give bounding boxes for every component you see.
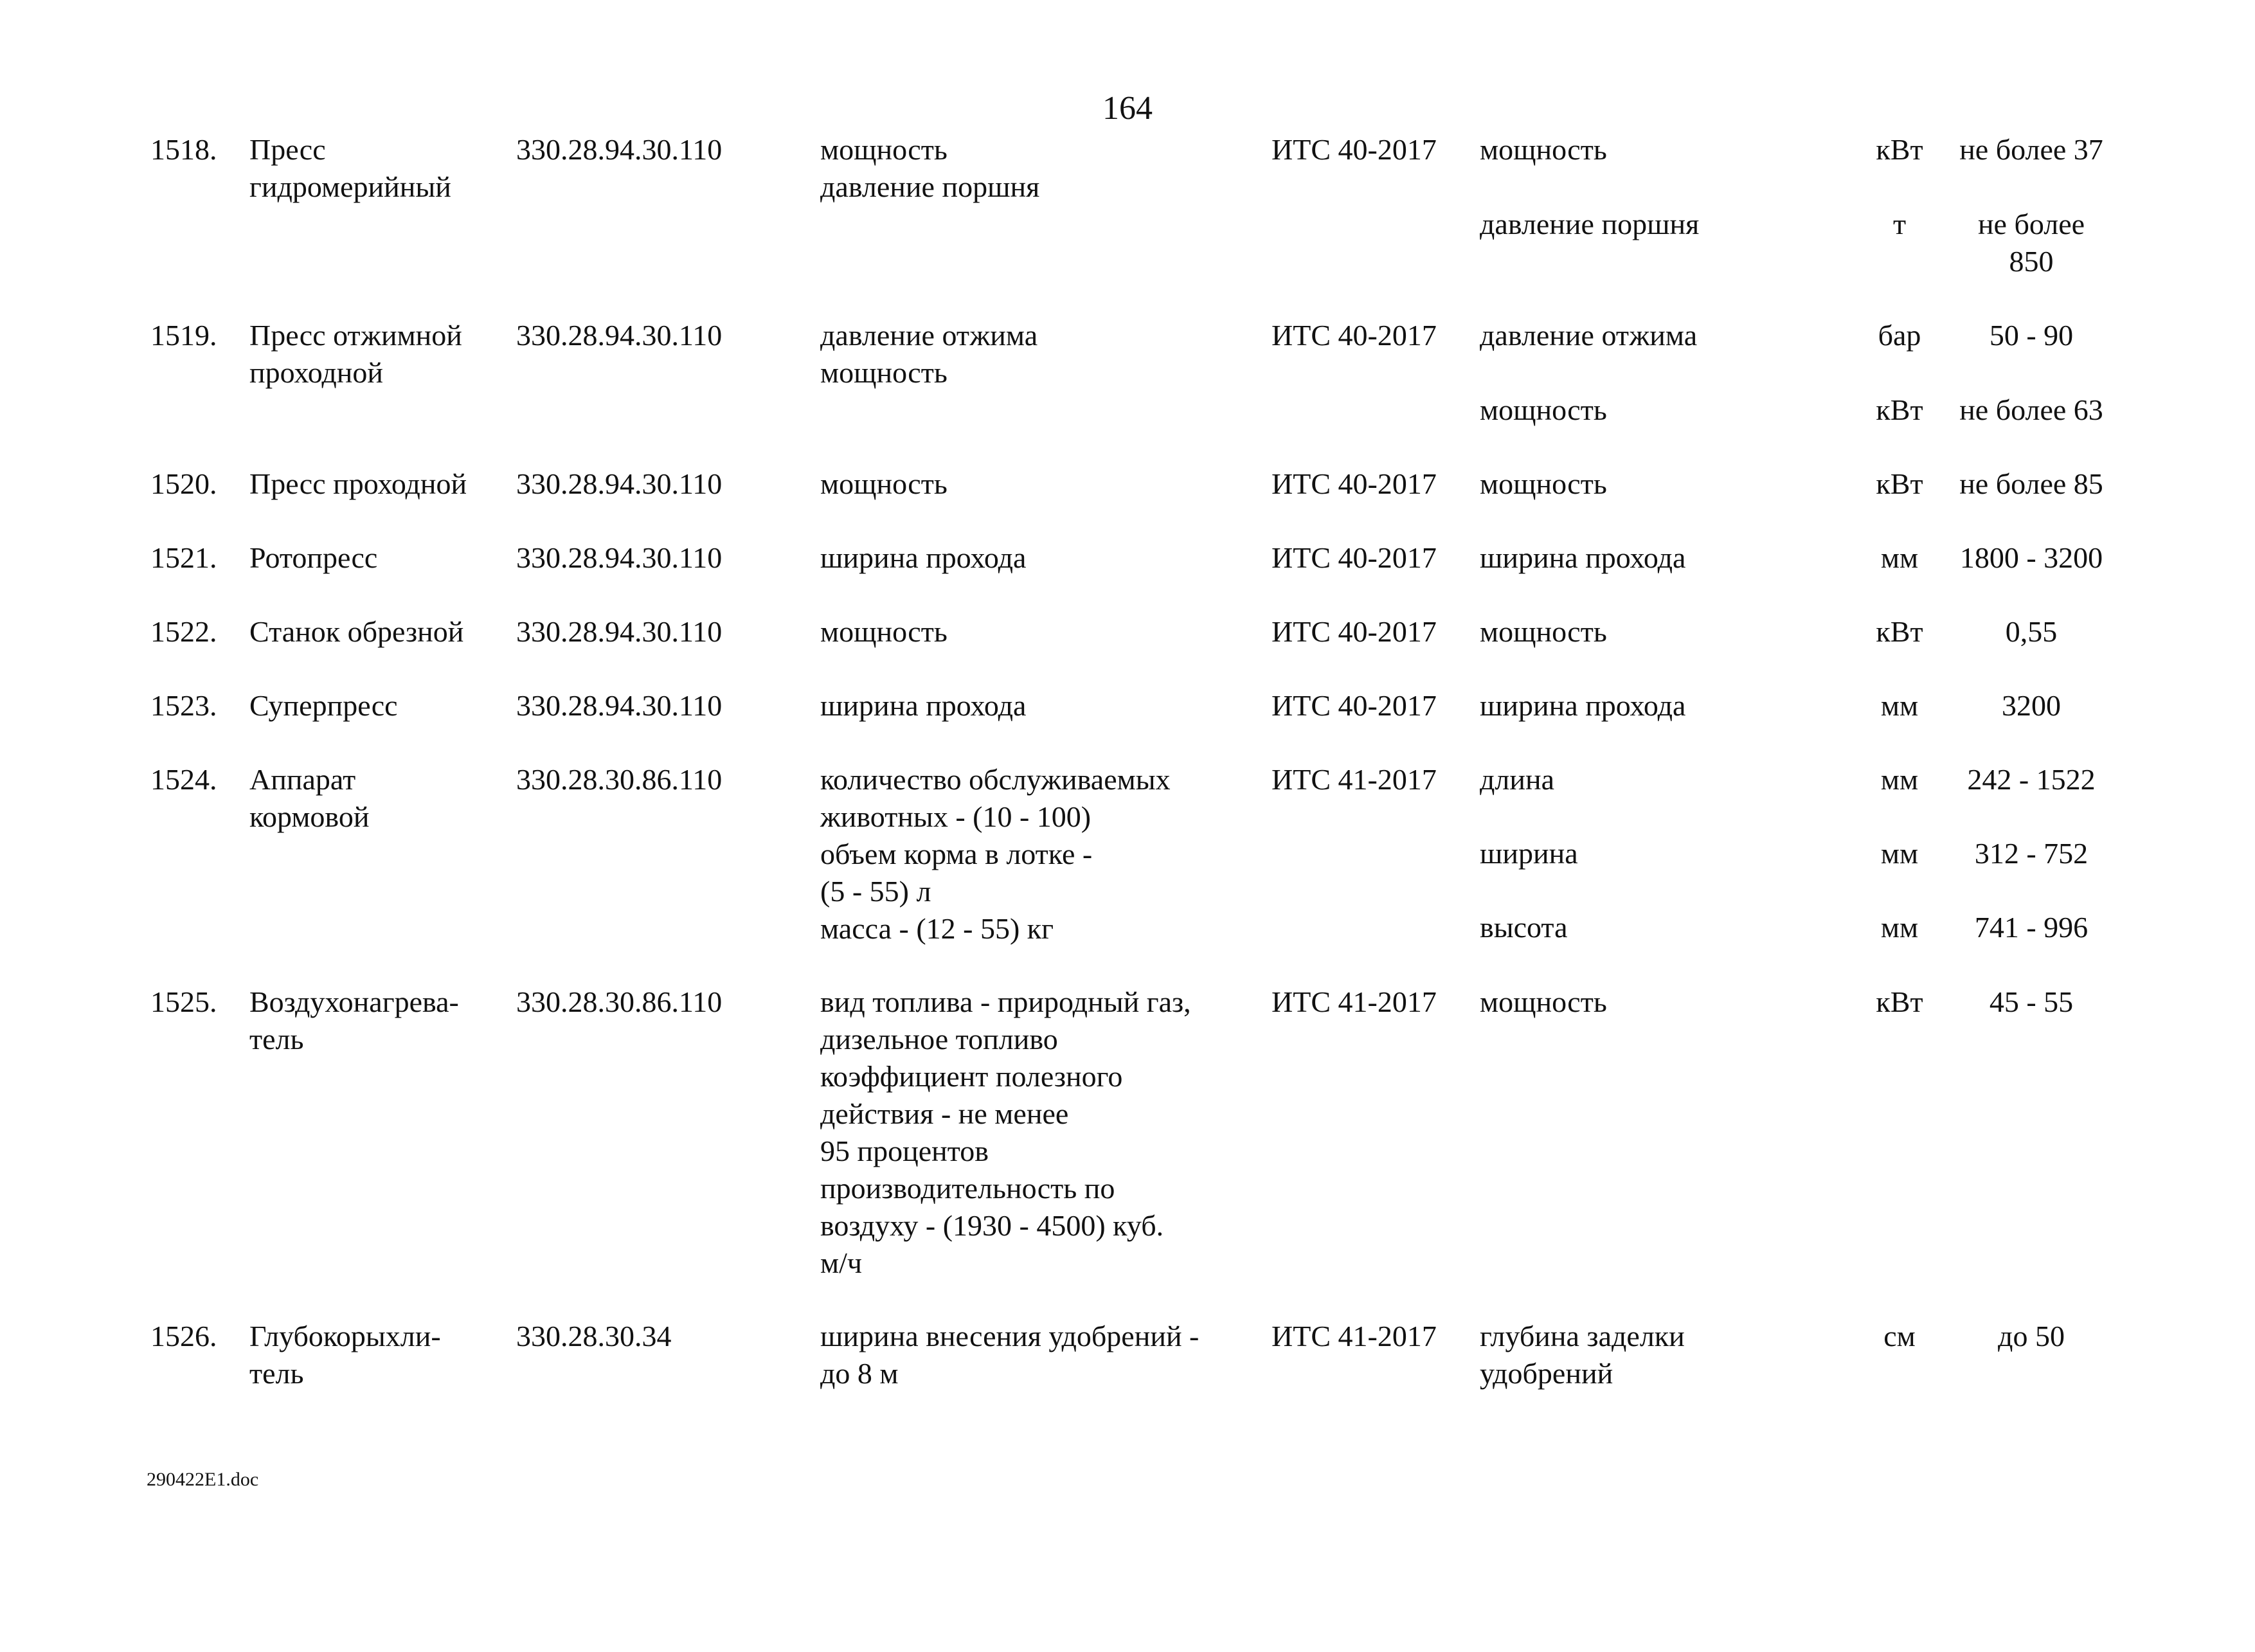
parameter-unit: мм [1880,911,1919,944]
parameter-name-line: давление отжима [1480,319,1698,352]
parameter-unit: бар [1878,319,1921,352]
parameter-value [1948,465,2115,503]
equipment-name [249,761,369,836]
classification-code: 330.28.94.30.110 [516,467,723,500]
equipment-name [249,131,451,206]
equipment-name-line: Пресс отжимной [249,319,462,352]
parameter-name [1480,983,1607,1021]
parameter-name [1480,1318,1685,1392]
characteristics-line: производительность по [820,1172,1115,1205]
characteristics-line: ширина прохода [820,541,1027,574]
reference-standard: ИТС 40-2017 [1271,689,1437,722]
equipment-name [249,539,377,577]
characteristics [820,1318,1199,1392]
parameter-value [1948,835,2115,872]
characteristics [820,131,1039,206]
parameter-unit: мм [1880,541,1919,574]
equipment-name-line: Воздухонагрева- [249,985,459,1018]
parameter-value-line: 242 - 1522 [1967,763,2096,796]
table-row [0,983,2255,1318]
document-filename: 290422E1.doc [147,1469,259,1490]
parameter-name-line: мощность [1480,133,1607,166]
parameter-value-line: не более 85 [1959,467,2103,500]
characteristics-line: 95 процентов [820,1135,989,1167]
equipment-name-line: гидромерийный [249,170,451,203]
parameter-value [1948,761,2115,798]
parameter-value [1948,206,2115,280]
parameter-value [1948,909,2115,946]
equipment-name-line: Аппарат [249,763,356,796]
characteristics [820,983,1191,1282]
equipment-name [249,687,398,724]
equipment-name [249,613,463,651]
reference-standard: ИТС 40-2017 [1271,133,1437,166]
characteristics [820,317,1038,391]
parameter-name [1480,465,1607,503]
reference-standard: ИТС 40-2017 [1271,319,1437,352]
item-number: 1518. [150,133,217,166]
equipment-name [249,465,467,503]
table-row [0,1318,2255,1652]
parameter-name-line: ширина прохода [1480,689,1686,722]
equipment-name-line: Пресс [249,133,326,166]
characteristics [820,761,1171,947]
parameter-value [1948,391,2115,429]
page-number: 164 [1102,90,1153,127]
parameter-unit: кВт [1876,133,1923,166]
parameter-name-line: высота [1480,911,1568,944]
parameter-unit: см [1883,1320,1916,1352]
characteristics-line: животных - (10 - 100) [820,800,1092,833]
characteristics-line: давление поршня [820,170,1040,203]
parameter-unit: кВт [1876,467,1923,500]
parameter-value-line: 741 - 996 [1974,911,2089,944]
equipment-name-line: Станок обрезной [249,615,464,648]
parameter-value-line: не более 37 [1959,133,2103,166]
item-number: 1521. [150,541,217,574]
parameter-value [1948,687,2115,724]
equipment-name [249,1318,441,1392]
parameter-unit: мм [1880,689,1919,722]
parameter-name [1480,539,1685,577]
parameter-value-line: не более [1977,208,2085,240]
parameter-value-line: 45 - 55 [1989,985,2074,1018]
parameter-unit: т [1892,208,1907,240]
equipment-name-line: проходной [249,356,384,389]
characteristics-line: масса - (12 - 55) кг [820,912,1054,945]
equipment-name-line: тель [249,1357,304,1390]
reference-standard: ИТС 40-2017 [1271,467,1437,500]
parameter-name [1480,909,1568,946]
characteristics-line: количество обслуживаемых [820,763,1171,796]
parameter-name [1480,391,1607,429]
parameter-name-line: ширина [1480,837,1578,870]
parameter-value-line: 3200 [2002,689,2061,722]
parameter-value-line: 1800 - 3200 [1959,541,2103,574]
parameter-name-line: ширина прохода [1480,541,1686,574]
item-number: 1522. [150,615,217,648]
characteristics-line: действия - не менее [820,1097,1069,1130]
reference-standard: ИТС 40-2017 [1271,541,1437,574]
equipment-name-line: Глубокорыхли- [249,1320,441,1352]
item-number: 1526. [150,1320,217,1352]
parameter-name [1480,206,1699,243]
parameter-name [1480,687,1685,724]
characteristics-line: ширина прохода [820,689,1027,722]
reference-standard: ИТС 41-2017 [1271,985,1437,1018]
parameter-name [1480,317,1697,354]
characteristics [820,687,1026,724]
classification-code: 330.28.30.86.110 [516,763,723,796]
classification-code: 330.28.94.30.110 [516,541,723,574]
parameter-name-line: удобрений [1480,1357,1613,1390]
equipment-name-line: тель [249,1023,304,1055]
item-number: 1525. [150,985,217,1018]
parameter-name-line: глубина заделки [1480,1320,1685,1352]
classification-code: 330.28.94.30.110 [516,689,723,722]
characteristics-line: вид топлива - природный газ, [820,985,1191,1018]
classification-code: 330.28.94.30.110 [516,319,723,352]
classification-code: 330.28.94.30.110 [516,133,723,166]
classification-code: 330.28.30.34 [516,1320,672,1352]
parameter-name [1480,761,1554,798]
parameter-unit: кВт [1876,615,1923,648]
parameter-unit: кВт [1876,985,1923,1018]
equipment-name [249,317,462,391]
parameter-value [1948,613,2115,651]
characteristics-line: объем корма в лотке - [820,838,1093,870]
parameter-name-line: мощность [1480,985,1607,1018]
classification-code: 330.28.30.86.110 [516,985,723,1018]
characteristics [820,613,948,651]
characteristics-line: давление отжима [820,319,1038,352]
parameter-unit: мм [1880,837,1919,870]
parameter-value-line: 50 - 90 [1989,319,2074,352]
characteristics-line: дизельное топливо [820,1023,1058,1055]
characteristics-line: мощность [820,133,948,166]
parameter-value-line: до 50 [1998,1320,2065,1352]
characteristics-line: мощность [820,356,948,389]
item-number: 1520. [150,467,217,500]
parameter-name [1480,613,1607,651]
characteristics [820,465,948,503]
parameter-name [1480,131,1607,168]
characteristics-line: коэффициент полезного [820,1060,1123,1093]
parameter-value [1948,1318,2115,1355]
characteristics-line: (5 - 55) л [820,875,931,908]
classification-code: 330.28.94.30.110 [516,615,723,648]
item-number: 1523. [150,689,217,722]
parameter-value [1948,983,2115,1021]
parameter-value-line: 850 [2009,245,2054,278]
characteristics-line: ширина внесения удобрений - [820,1320,1199,1352]
equipment-name-line: Суперпресс [249,689,398,722]
item-number: 1519. [150,319,217,352]
equipment-name-line: Ротопресс [249,541,378,574]
characteristics-line: мощность [820,615,948,648]
equipment-name-line: Пресс проходной [249,467,467,500]
parameter-name-line: давление поршня [1480,208,1700,240]
parameter-value-line: 0,55 [2005,615,2058,648]
parameter-value [1948,539,2115,577]
parameter-value [1948,317,2115,354]
parameter-value-line: 312 - 752 [1974,837,2089,870]
equipment-name-line: кормовой [249,800,370,833]
item-number: 1524. [150,763,217,796]
parameter-name-line: мощность [1480,615,1607,648]
characteristics-line: мощность [820,467,948,500]
parameter-unit: кВт [1876,393,1923,426]
parameter-value-line: не более 63 [1959,393,2103,426]
characteristics [820,539,1026,577]
characteristics-line: до 8 м [820,1357,899,1390]
parameter-name-line: длина [1480,763,1555,796]
reference-standard: ИТС 41-2017 [1271,763,1437,796]
parameter-unit: мм [1880,763,1919,796]
equipment-name [249,983,459,1058]
parameter-name [1480,835,1578,872]
parameter-name-line: мощность [1480,467,1607,500]
reference-standard: ИТС 41-2017 [1271,1320,1437,1352]
reference-standard: ИТС 40-2017 [1271,615,1437,648]
characteristics-line: воздуху - (1930 - 4500) куб. [820,1209,1164,1242]
characteristics-line: м/ч [820,1246,863,1279]
parameter-value [1948,131,2115,168]
parameter-name-line: мощность [1480,393,1607,426]
